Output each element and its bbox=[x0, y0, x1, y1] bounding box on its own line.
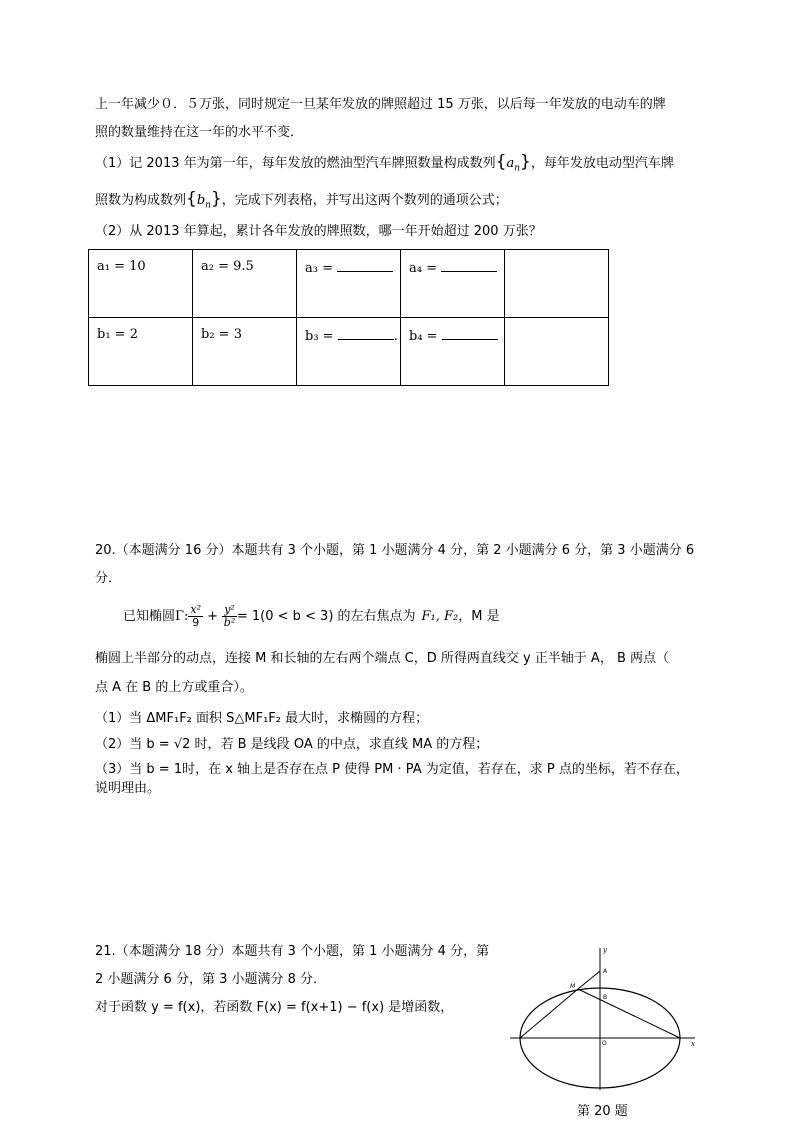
figure-caption: 第 20 题 bbox=[577, 1104, 628, 1119]
q1b-text: 照数为构成数列 bbox=[95, 193, 187, 208]
p19-line2: 照的数量维持在这一年的水平不变． bbox=[95, 125, 304, 140]
table-cell: b₁ = 2 bbox=[89, 318, 193, 386]
fraction-y2-b2: $\frac{\text{y²}}{\text{b²}}$ bbox=[223, 603, 236, 629]
seq-a-notation: { bbox=[495, 152, 507, 172]
answer-blank bbox=[441, 259, 497, 272]
p19-q1-line2: 照数为构成数列$\{b_n\}$，完成下列表格，并写出这两个数列的通项公式； bbox=[95, 189, 508, 211]
table-cell bbox=[505, 318, 609, 386]
q1a-tail: ，每年发放电动型汽车牌 bbox=[530, 156, 674, 171]
p19-q1-line1: （1）记 2013 年为第一年，每年发放的燃油型汽车牌照数量构成数列$\{a_n\}$，每年发放电动型汽车牌 bbox=[95, 152, 674, 174]
p21-header2: 2 小题满分 6 分，第 3 小题满分 8 分． bbox=[95, 972, 327, 987]
table-cell bbox=[505, 250, 609, 318]
p20-sub1: （1）当 ΔMF₁F₂ 面积 S△MF₁F₂ 最大时，求椭圆的方程； bbox=[95, 711, 429, 726]
p19-q2: （2）从 2013 年算起，累计各年发放的牌照数，哪一年开始超过 200 万张？ bbox=[95, 224, 542, 239]
table-cell: a₃ = bbox=[297, 250, 401, 318]
label-y: y bbox=[603, 946, 607, 954]
answer-blank bbox=[338, 327, 394, 340]
table-cell: b₂ = 3 bbox=[193, 318, 297, 386]
label-x: x bbox=[691, 1040, 695, 1048]
table-cell: a₄ = bbox=[401, 250, 505, 318]
sequence-table bbox=[88, 249, 609, 386]
table-cell: a₁ = 10 bbox=[89, 250, 193, 318]
ellipse-figure bbox=[505, 940, 705, 1100]
seq-b-sub: n bbox=[205, 200, 211, 211]
p20-sub2: （2）当 b = √2 时，若 B 是线段 OA 的中点，求直线 MA 的方程； bbox=[95, 737, 489, 752]
p21-header1: 21.（本题满分 18 分）本题共有 3 个小题，第 1 小题满分 4 分，第 bbox=[95, 944, 490, 959]
fraction-x2-9: $\frac{\text{x²}}{9}$ bbox=[190, 603, 202, 629]
answer-blank bbox=[337, 259, 393, 272]
p20-header1: 20.（本题满分 16 分）本题共有 3 个小题，第 1 小题满分 4 分，第 2 小题满分 6 分，第 3 小题满分 6 bbox=[95, 543, 695, 558]
p20-sub3b: 说明理由。 bbox=[95, 781, 161, 796]
seq-a-symbol: a bbox=[506, 156, 515, 171]
line-MD bbox=[578, 989, 680, 1038]
label-B: B bbox=[603, 994, 608, 1001]
seq-b-symbol: b bbox=[196, 193, 206, 208]
seq-a-sub: n bbox=[514, 163, 521, 174]
label-M: M bbox=[570, 983, 576, 990]
table-cell: b₄ = bbox=[401, 318, 505, 386]
answer-blank bbox=[442, 327, 498, 340]
line-MA bbox=[578, 971, 600, 989]
table-row bbox=[89, 250, 609, 318]
table-row bbox=[89, 318, 609, 386]
p20-given: 已知椭圆Γ: $\frac{\text{x²}}{9}$ + $\frac{\text{y²}}{\text{b²}}$ = 1(0 < b < 3) 的左右焦点为 F₁, F₂，M 是 bbox=[123, 603, 500, 629]
p21-line3: 对于函数 y = f(x)，若函数 F(x) = f(x+1) − f(x) 是增函数， bbox=[95, 1000, 454, 1015]
p19-line1: 上一年减少０．５万张，同时规定一旦某年发放的牌照超过 15 万张，以后每一年发放的电动车的牌 bbox=[95, 97, 666, 112]
p20-line4: 点 A 在 B 的上方或重合）。 bbox=[95, 680, 253, 695]
p20-line3: 椭圆上半部分的动点，连接 M 和长轴的左右两个端点 C，D 所得两直线交 y 正半轴于 A， B 两点（ bbox=[95, 651, 670, 666]
q1a-text: （1）记 2013 年为第一年，每年发放的燃油型汽车牌照数量构成数列 bbox=[95, 156, 496, 171]
label-O: O bbox=[602, 1040, 607, 1047]
label-A: A bbox=[603, 968, 608, 975]
line-CM bbox=[520, 989, 578, 1038]
table-cell: a₂ = 9.5 bbox=[193, 250, 297, 318]
p20-header2: 分． bbox=[95, 571, 122, 586]
q1b-tail: ，完成下列表格，并写出这两个数列的通项公式； bbox=[221, 193, 508, 208]
p20-sub3a: （3）当 b = 1时，在 x 轴上是否存在点 P 使得 PM · PA 为定值，若存在，求 P 点的坐标，若不存在， bbox=[95, 762, 689, 777]
table-cell: b₃ = . bbox=[297, 318, 401, 386]
